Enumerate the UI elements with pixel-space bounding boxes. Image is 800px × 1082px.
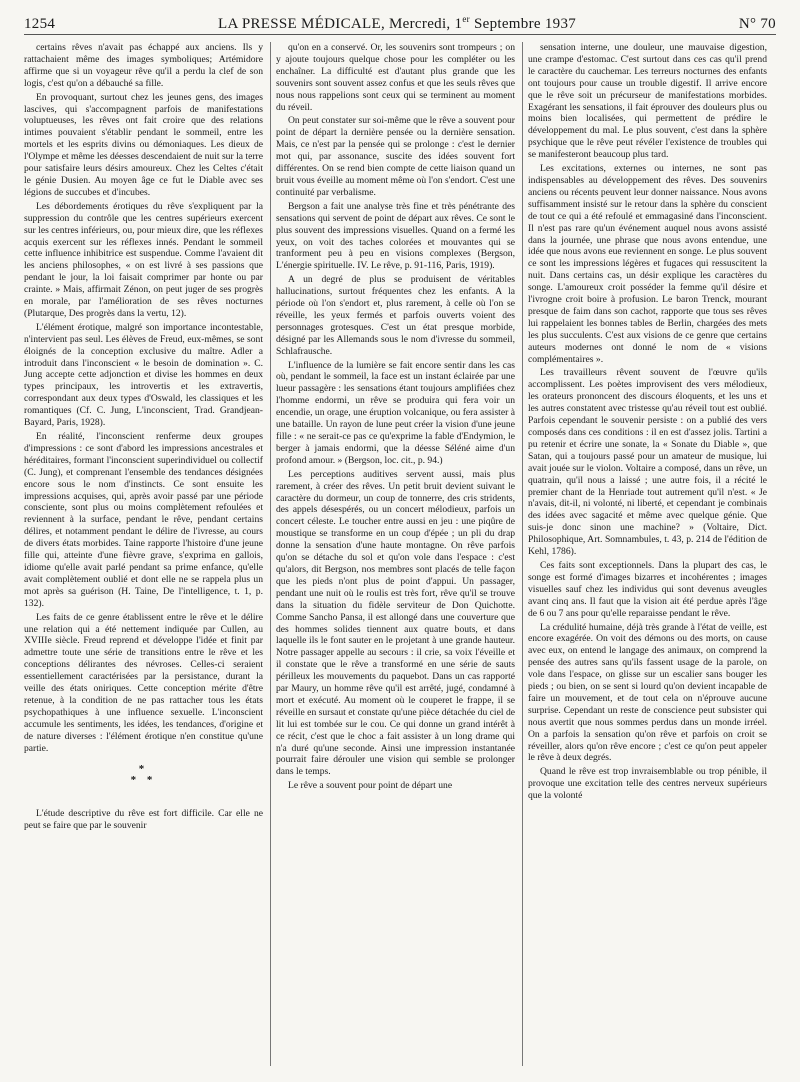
paragraph: Quand le rêve est trop invraisemblable ou trop pénible, il provoque une excitation telle des centres nerveux supérieurs que la volonté [528, 766, 767, 802]
paragraph: Ces faits sont exceptionnels. Dans la plupart des cas, le songe est formé d'images bizarres et incohérentes ; images visuelles sauf chez les individus qui sont devenus aveugles avant cinq ans. Il faut que la vision ait été perdue après l'âge de 6 ou 7 ans pour qu'elle reparaisse pendant le rêve. [528, 559, 767, 619]
paragraph: Bergson a fait une analyse très fine et très pénétrante des sensations qui servent de point de départ aux rêves. Ce sont le plus souvent des impressions visuelles. Quand on a fermé les yeux, on voit des taches colorées et mouvantes qui se tranforment peu à peu en visions complexes (Bergson, L'énergie spirituelle. IV. Le rêve, p. 91-116, Paris, 1919). [276, 200, 515, 272]
asterism-top: * [138, 763, 149, 776]
column-1 [24, 42, 263, 1066]
page-header [24, 14, 776, 35]
paragraph: A un degré de plus se produisent de véritables hallucinations, surtout fréquentes chez les enfants. A la période où l'on s'endort et, plus rarement, à celle où l'on se réveille, les yeux fermés et parfois ouverts voient des personnages grotesques. C'est un état presque morbide, désigné par les Allemands sous le nom d'ivresse du sommeil, Schlafrausche. [276, 274, 515, 357]
paragraph: L'étude descriptive du rêve est fort difficile. Car elle ne peut se faire que par le souvenir [24, 808, 263, 832]
paragraph: Les faits de ce genre établissent entre le rêve et le délire une relation qui a été nettement indiquée par Cullen, au XVIIIe siècle. Freud reprend et développe l'idée et finit par admettre toute une série de transitions entre le rêve et les conceptions délirantes des névroses. Celles-ci seraient essentiellement caractérisées par la persistance, durant la veille des états oniriques. Cette conception mérite d'être retenue, à la condition de ne pas rattacher tous les états psychopathiques à une influence sexuelle. L'inconscient accumule les sentiments, les idées, les tendances, d'origine et de nature diverses : l'élément érotique n'en constitue qu'une partie. [24, 611, 263, 754]
column-3-body [528, 42, 767, 802]
paragraph: Le rêve a souvent pour point de départ une [288, 780, 453, 792]
column-1-end [24, 808, 263, 832]
paragraph: En réalité, l'inconscient renferme deux groupes d'impressions : ce sont d'abord les impressions ancestrales et héréditaires, formant l'inconscient superindividuel ou collectif (C. Jung), et comprenant l'ensemble des tendances désignées encore sous le nom d'instincts. Ce sont ensuite les impressions acquises, qui, après avoir passé par une période consciente, sont plus ou moins complètement refoulées et reviennent à la surface, pendant le rêve, pendant certains délires, et notamment pendant le délire de l'ivresse, au cours de divers états morbides. Taine rapporte l'histoire d'une jeune fille qui, atteinte d'une fièvre grave, s'exprima en gallois, idiome qu'elle avait parlé pendant sa prime enfance, qu'elle avait complètement oublié et dont elle ne se rappela plus un mot après sa guérison (H. Taine, De l'intelligence, t. 1, p. 132). [24, 431, 263, 609]
day-suffix: er [462, 14, 470, 24]
paragraph: sensation interne, une douleur, une mauvaise digestion, une crampe d'estomac. C'est surtout dans ces cas qu'il prend le caractère du cauchemar. Les terreurs nocturnes des enfants ont toujours pour cause un trouble digestif. Il arrive encore que le rêve soit un précurseur de manifestations morbides. Exagérant les sensations, il fait éprouver des douleurs plus ou moins bien localisées, qui permettent de prédire le développement du mal. Le plus souvent, c'est dans la sphère psychique que le rêve peut révéler l'existence de troubles qui se manifesteront beaucoup plus tard. [528, 42, 767, 161]
column-2 [276, 42, 515, 1066]
column-rule [270, 42, 271, 1066]
column-2-body [276, 42, 515, 792]
article-columns [24, 42, 776, 1066]
paragraph: qu'on en a conservé. Or, les souvenirs sont trompeurs ; on y ajoute toujours quelque chose pour les compléter ou les enchaîner. La difficulté est d'autant plus grande que les souvenirs sont souvent assez confus et que les seuls rêves que nous nous rappelions sont ceux qui se terminent au moment du réveil. [276, 42, 515, 113]
column-1-body [24, 42, 263, 754]
paragraph: L'influence de la lumière se fait encore sentir dans les cas où, pendant le sommeil, la face est un instant éclairée par une lueur passagère : les sensations étant toujours amplifiées chez l'homme endormi, un rêve se produira qui fera voir un encendie, un orage, une éruption volcanique, ou fera assister à une bataille. Un rayon de lune peut créer la vision d'une jeune fille : « ne serait-ce pas ce qu'exprime la fable d'Endymion, le berger à jamais endormi, que la déesse Séléné aime d'un profond amour. » (Bergson, loc. cit., p. 94.) [276, 359, 515, 466]
section-asterism [24, 764, 263, 786]
issue-number: N° 70 [738, 16, 776, 32]
paragraph: certains rêves n'avait pas échappé aux anciens. Ils y rattachaient même des images symboliques; Artémidore affirme que si un voyageur rêve qu'il a perdu la clef de son logis, c'est qu'on a débauché sa fille. [24, 42, 263, 89]
paragraph: En provoquant, surtout chez les jeunes gens, des images lascives, qui s'accompagnent parfois de manifestations voluptueuses, les rêves ont fait croire que des relations intimes pouvaient s'établir pendant le sommeil, entre les mortels et les esprits divins ou démoniaques. Les dieux de l'Olympe et même les déesses descendaient de nuit sur la terre pour satisfaire leurs désirs amoureux. Chez les Celtes c'était le génie Dusien. Au moyen âge ce fut le Diable avec ses légions de succubes et d'incubes. [24, 91, 263, 198]
journal-title: LA PRESSE MÉDICALE, Mercredi, 1 [218, 16, 463, 32]
page-number: 1254 [24, 16, 56, 32]
column-3 [528, 42, 767, 1066]
paragraph: Les excitations, externes ou internes, ne sont pas indispensables au développement des rêves. Des souvenirs anciens ou récents peuvent leur donner naissance. Nous avons suffisamment insisté sur le retour dans la sphère du conscient de tout ce qui a été refoulé et emmagasiné dans l'inconscient. Il n'est pas rare qu'un événement auquel nous avons assisté dans la journée, une phrase que nous avons entendue, une idée que nous avons eue reviennent en songe. Le plus souvent ce sont les impressions légères et fugaces qui ressuscitent la nuit. Dans certains cas, un désir explique les caractères du songe. L'amoureux croit posséder la femme qu'il désire et l'ivrogne croit boire à profusion. Le baron Trenck, mourant presque de faim dans son cachot, rapporte que tous ses rêves lui rappelaient les bonnes tables de Berlin, chargées des mets les plus succulents. C'est aux visions de ce genre que certains auteurs modernes ont donné le nom de « visions complémentaires ». [528, 163, 767, 365]
date-rest: Septembre 1937 [469, 16, 577, 32]
paragraph: On peut constater sur soi-même que le rêve a souvent pour point de départ la dernière pensée ou la dernière sensation. Mais, ce n'est par la pensée qui se prolonge : c'est le dernier mot qui, par assonance, suscite des idées souvent fort différentes. On se rend bien compte de cette liaison quand un bruit vous éveille au moment même où l'on s'endort. C'est une continuité par verbalisme. [276, 115, 515, 198]
paragraph: Les perceptions auditives servent aussi, mais plus rarement, à créer des rêves. Un petit bruit devient suivant le caractère du dormeur, un coup de tonnerre, des cris stridents, des appels désespérés, ou un concert mélodieux, parfois un concert céleste. Le toucher entre aussi en jeu : une piqûre de moustique se transforme en un coup d'épée ; un pli du drap donne la sensation d'une haute montagne. On rêve parfois qu'on se détache du sol et qu'on vole dans l'espace : c'est qu'alors, dit Bergson, nos membres sont placés de telle façon que les pieds n'ont plus de point d'appui. Un passager, pendant une nuit où le roulis est très fort, rêve qu'il se trouve dans la situation du fidèle serviteur de Don Quichotte. Comme Sancho Pansa, il est allongé dans une couverture que des hommes solides tiennent aux quatre bouts, et dans laquelle ils le font sauter en le projetant à une grande hauteur. Notre passager appelle au secours : il crie, sa voix l'éveille et il constate que le rêve a transformé en une série de sauts périlleux les mouvements du paquebot. Dans un cas rapporté par Maury, un homme rêve qu'il est arrêté, jugé, condamné à mort et exécuté. Au moment où le couperet le frappe, il se réveille en sursaut et constate qu'une pièce détachée du ciel de lit lui est tombée sur le cou. Ce qui donne un grand intérêt à ce récit, c'est que le choc a fait assister à un long drame qui n'a duré qu'une seconde. Ainsi une impression instantanée pourrait faire dérouler une vision qui semble se prolonger dans le temps. [276, 468, 515, 778]
column-rule [522, 42, 523, 1066]
paragraph: L'élément érotique, malgré son importance incontestable, n'intervient pas seul. Les élèves de Freud, eux-mêmes, se sont éloignés de la conception exclusive du maître. Adler a introduit dans l'inconscient « le besoin de domination ». C. Jung accepte cette adjonction et divise les hommes en deux types principaux, les introvertis et les extravertis, correspondant aux deux types d'Oswald, les classiques et les romantiques (Cf. C. Jung, L'inconscient, Trad. Grandjean-Bayard, Paris, 1928). [24, 321, 263, 429]
paragraph: La crédulité humaine, déjà très grande à l'état de veille, est encore exagérée. On voit des démons ou des morts, on cause avec eux, on entend le langage des animaux, on comprend la pensée des autres sans qu'ils fassent usage de la parole, on vole dans l'espace, on glisse sur un escalier sans bouger les pieds ; ou bien, on se sent si lourd qu'on devient incapable de faire un mouvement, et de tout cela on n'éprouve aucune surprise. Cependant un reste de conscience peut subsister qui nous avertit que nous sommes perdus dans un monde irréel. On a parfois la sensation qu'on rêve et parfois on croit se réveiller, alors qu'on rêve encore ; c'est ce qu'on peut appeler le rêve à deux degrés. [528, 621, 767, 764]
journal-dateline [55, 14, 739, 33]
asterism-bottom: * * [130, 774, 157, 787]
paragraph: Les débordements érotiques du rêve s'expliquent par la suppression du contrôle que les centres supérieurs exercent sur les centres inférieurs, ou, pour mieux dire, que les réflexes acquis exercent sur les réflexes innés. Pendant le sommeil cette influence inhibitrice est suspendue. Comme l'avaient dit les anciens philosophes, « on est livré à ses passions que pendant le jour, la loi faisait comprimer par honte ou par crainte. » Mais, affirmait Zénon, on peut juger de ses progrès en morale, par l'amélioration de ses rêves nocturnes (Plutarque, Des progrès dans la vertu, 12). [24, 200, 263, 319]
paragraph: Les travailleurs rêvent souvent de l'œuvre qu'ils accomplissent. Les poètes improvisent des vers mélodieux, les orateurs prononcent des discours éloquents, et les uns et les autres constatent avec tristesse qu'au réveil tout est oublié. Parfois cependant le souvenir persiste : on a publié des vers composés dans ces conditions : il en est d'assez jolis. Tartini a pu retenir et écrire une sonate, la « Sonate du Diable », que Satan, qui a toujours passé pour un amateur de musique, lui avait jouée sur le violon. Voltaire a composé, dans un rêve, un quatrain, qu'il nous a laissé ; une autre fois, il a récité le premier chant de la Henriade tout autrement qu'il n'est. « Je n'avais, dit-il, ni volonté, ni liberté, et cependant je combinais des idées avec sagacité et même avec quelque génie. Que suis-je donc sinon une machine? » (Voltaire, Dict. Philosophique, Art. Somnambules, t. 43, p. 214 de l'édition de Kehl, 1786). [528, 367, 767, 558]
